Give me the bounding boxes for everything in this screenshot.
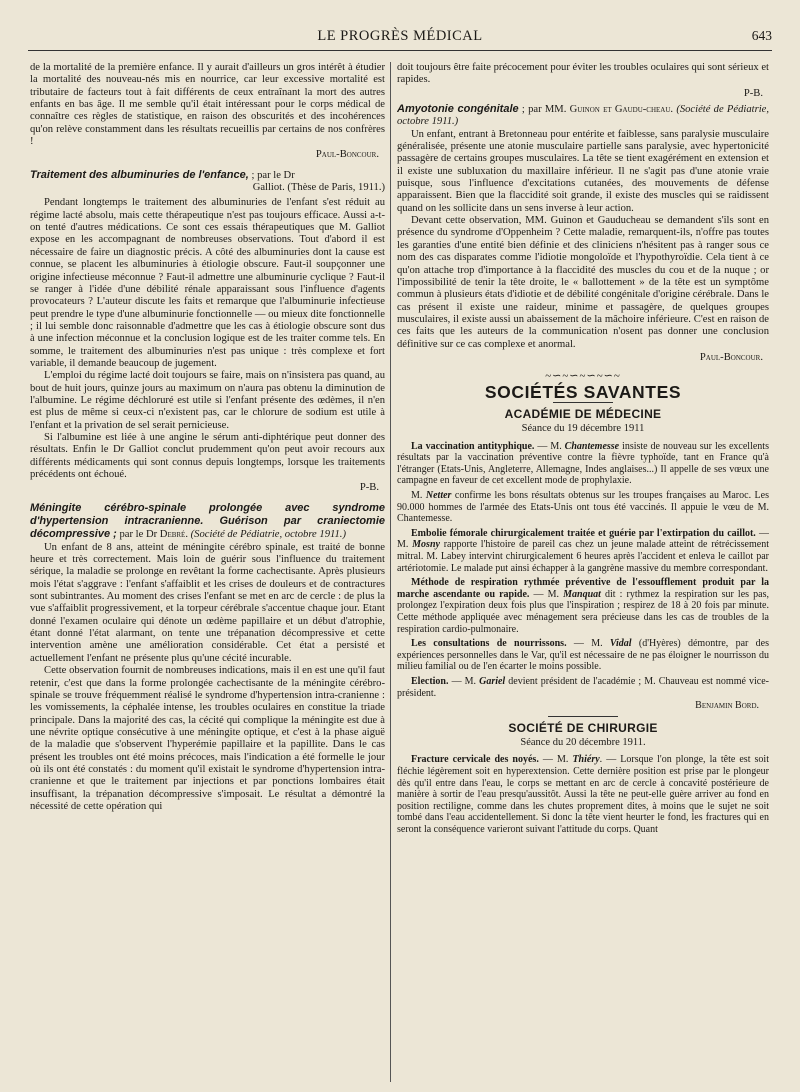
item-speaker: Mosny — [412, 539, 440, 551]
item-text: . — Lorsque l'on plonge, la tête est soit fléchie légèrement soit en hyperextension. Cette dernière position est prise par le plongeur dès qu'il entre dans l'eau, le corps se mettant en arc de cercle à concavité postérieure de manière à sortir de l'eau presqu'aussitôt. Aussi la tête ne peut-elle guère arriver au fond en position rectiligne, comme dans les chutes proprement dites, à moins que le sujet ne soit tombé dans l'eau accidentellement. Si donc la tête vient heurter le fond, les fractures qui en seront la conséquence varieront suivant l'attitude du corps. Quant — [397, 754, 769, 835]
article-paragraph: Pendant longtemps le traitement des albuminuries de l'enfant s'est réduit au régime lacté absolu, mais cette thérapeutique n'est pas toujours efficace. Aussi a-t-on tenté d'autres médications. Ce sont ces essais thérapeutiques que M. Galliot expose en les accompagnant de nombreuses observations. Tout d'abord il est nécessaire de faire un diagnostic précis. A côté des albuminuries dont la cause est connue, se placent les albuminuries à étiologie obscure. Faut-il soupçonner une origine infectieuse méconnue ? Faut-il admettre une albuminurie cyclique ? Faut-il se ranger à l'idée d'une débilité rénale apparaissant sous l'influence d'agents provocateurs ? L'auteur discute les faits et remarque que l'albuminurie infectieuse peut prendre le type d'une albuminurie fonctionnelle — ou mieux dite fonctionnelle ; il lui semble donc raisonnable d'admettre que les cas à étiologie obscure sont dus à une infection méconnue et la conclusion logique est de les traiter comme tels. En somme, le traitement des albuminuries n'est pas unique : très complexe et fort variable, il demande beaucoup de jugement. — [30, 197, 385, 369]
column-divider — [390, 62, 391, 1082]
item-speaker: Netter — [425, 490, 452, 501]
item-text: confirme les bons résultats obtenus sur les troupes françaises au Maroc. Les 90.000 hommes de l'armée des Etats-Unis ont tous été vaccinés. Il appuie le vœu de M. Chantemesse. — [397, 490, 769, 525]
article-paragraph: L'emploi du régime lacté doit toujours se faire, mais on n'insistera pas quand, au bout de huit jours, quinze jours au maximum on n'aura pas obtenu la diminution de l'albumine. Le régime déchloruré est utile si l'enfant présente des œdèmes, il n'en est plus de même si ceux-ci n'existent pas, car le chlorure de sodium est utile à l'enfant et la privation de sel serait pernicieuse. — [30, 370, 385, 431]
item-lead: Fracture cervicale des noyés. — [411, 754, 539, 766]
item-text: insiste de nouveau sur les excellents résultats par la vaccination préventive contre la fièvre typhoïde, tant en France qu'à l'étranger (Etats-Unis, Angleterre, Allemagne, Indes anglaises...) Il appelle de ses vœux une campagne en faveur de cet excellent mode de prophylaxie. — [397, 440, 769, 487]
academie-items — [397, 441, 769, 699]
item-text: devient président de l'académie ; M. Chauveau est nommé vice-président. — [397, 675, 769, 699]
item-pre: — M. — [566, 638, 610, 650]
academie-signature: Benjamin Bord. — [695, 700, 759, 712]
academie-item — [397, 577, 769, 635]
article-author: Debré. — [159, 529, 188, 541]
article-paragraph: Cette observation fournit de nombreuses indications, mais il en est une qu'il faut retenir, c'est que dans la forme prolongée cachectisante de la méningite cérébro-spinale se trouve fréquemment réalisé le syndrome d'hypertension intra-cranienne : les vomissements, la céphalée intense, les troubles oculaires en constitue la triade principale. Dans la majorité des cas, la cécité qui complique la méningite est due à une névrite optique consécutive à une méningite optique, et c'est à la phase aiguë de la maladie que s'observent l'hyperémie papillaire et la papillite. Dans le cas présent les troubles ont été moins précoces, mais l'indication a été formelle le jour où ils ont été constatés : du moment qu'il existait le syndrome d'hypertension intra-cranienne et que le traitement par injections et par ponctions lombaires était insuffisant, la trépanation décompressive s'imposait. Le résultat a démontré la nécessité de cette opération qui — [30, 665, 385, 812]
academie-session-date: Séance du 19 décembre 1911 — [521, 423, 645, 435]
section-title: SOCIÉTÉS SAVANTES — [484, 381, 682, 402]
item-lead: Election. — [411, 675, 449, 687]
left-column — [30, 62, 385, 1084]
article-authors: Guinon et Gaudu-cheau. — [569, 104, 674, 116]
item-pre: — M. — [538, 754, 573, 766]
article-signature: Paul-Boncour. — [699, 351, 763, 363]
article-paragraph: Si l'albumine est liée à une angine le sérum anti-diphtérique peut donner des résultats. Enfin le Dr Galliot conclut prudemment qu'on peut avoir recours aux différents médicaments qui sont connus depuis longtemps, lorsque les traitements précédents ont échoué. — [30, 431, 385, 480]
item-speaker: Thiéry — [572, 754, 600, 766]
section-ornament: ~∽~∽~∽~∽~ — [545, 370, 621, 383]
journal-name: LE PROGRÈS MÉDICAL — [317, 28, 483, 44]
academie-item — [397, 528, 769, 574]
article-heading-amyotonie — [397, 103, 769, 129]
chirurgie-title: SOCIÉTÉ DE CHIRURGIE — [508, 720, 658, 735]
academie-item — [397, 676, 769, 699]
article-source: (Société de Pédiatrie, octobre 1911.) — [397, 104, 769, 128]
item-speaker: Chantemesse — [564, 440, 620, 452]
item-text: rapporte l'histoire de pareil cas chez un jeune malade atteint de rétrécissement mitral. M. Labey intervint chirurgicalement 6 heures après l'accident et enleva le caillot par artériotomie. Le malade put ainsi échapper à la gangrène massive du membre correspondant. — [397, 539, 769, 574]
continued-paragraph: doit toujours être faite précocement pour éviter les troubles oculaires qui sont sérieux et rapides. — [397, 62, 769, 86]
item-speaker: Vidal — [609, 638, 632, 650]
article-title: Amyotonie congénitale — [397, 103, 519, 116]
item-pre: — M. — [448, 675, 480, 687]
intro-signature: Paul-Boncour. — [315, 149, 379, 161]
item-pre: — M. — [397, 527, 769, 551]
article-author: Galliot. — [252, 182, 285, 194]
article-byline-prefix: par le Dr — [119, 529, 158, 541]
right-column — [397, 62, 769, 1084]
running-head — [28, 28, 772, 51]
item-pre: — M. — [529, 588, 564, 600]
academie-item — [397, 490, 769, 525]
section-rule — [548, 716, 618, 717]
item-lead: Les consultations de nourrissons. — [411, 638, 567, 650]
chirurgie-session-date: Séance du 20 décembre 1911. — [520, 737, 646, 749]
academie-title: ACADÉMIE DE MÉDECINE — [504, 406, 662, 421]
academie-item — [397, 638, 769, 673]
academie-item — [397, 441, 769, 487]
article-title: Méningite cérébro-spinale prolongée avec syndrome d'hypertension intracranienne. Guérison par craniectomie décompressive ; — [30, 501, 385, 541]
item-lead: La vaccination antityphique. — [411, 440, 535, 452]
page-number: 643 — [751, 28, 772, 43]
continued-signature: P-B. — [743, 87, 763, 99]
article-heading-meningite — [30, 502, 385, 542]
item-pre: M. — [411, 490, 426, 501]
item-lead: Embolie fémorale chirurgicalement traitée et guérie par l'extirpation du caillot. — [411, 527, 756, 539]
article-paragraph: Un enfant, entrant à Bretonneau pour entérite et faiblesse, sans paralysie musculaire généralisée, présente une atonie musculaire partielle sans paralysie, avec hypertonicité passagère de certains groupes musculaires. La tête se tient exagérément en extension et il existe une subluxation du maxillaire inférieur. Il ne s'agit pas d'une atonie vraie puisque, sous l'influence d'excitations cutanées, des mouvements de défense apparaissent. Bien que la flaccidité soit grande, il existe des muscles qui se raidissent quand on les sollicite dans un sens inverse à leur action. — [397, 128, 769, 214]
chirurgie-paragraph — [397, 754, 769, 835]
item-text: dit : rythmez la respiration sur les pas, prolongez l'expiration deux fois plus que l'inspiration ; respirez de 18 à 20 fois par minute. Cette méthode appliquée avec ménagement sera précieuse dans les cas de troubles de la respiration cardio-pulmonaire. — [397, 588, 769, 635]
item-lead: Méthode de respiration rythmée préventive de l'essoufflement produit par la marche ascendante ou rapide. — [397, 577, 769, 600]
item-speaker: Manquat — [563, 588, 601, 600]
article-title: Traitement des albuminuries de l'enfance, — [30, 168, 249, 181]
article-paragraph: Un enfant de 8 ans, atteint de méningite cérébro spinale, est traité de bonne heure et très correctement. Mais loin de guérir sous l'influence du traitement sérique, la maladie se prolonge en revêtant la forme cachectisante. Après plusieurs mois l'état s'aggrave : l'enfant s'affaiblit et les crises de douleurs et de contractures sont subintrantes. Au moment des crises l'enfant se met en arc de cercle : de plus la vue s'affaiblit progressivement, et la torpeur cérébrale s'accentue chaque jour. Etant donné l'examen oculaire qui dénote un œdème papillaire et un début d'atrophie, étant donné l'état alarmant, on tente une trépanation décompressive et cette intervention amène une amélioration considérable. Cet état a persisté et actuellement l'enfant ne présente plus qu'une cécité incurable. — [30, 541, 385, 664]
article-source: (Société de Pédiatrie, octobre 1911.) — [190, 529, 346, 541]
article-byline-prefix: ; par MM. — [521, 104, 567, 116]
article-byline-prefix: ; par le Dr — [251, 169, 295, 181]
item-text: (d'Hyères) démontre, par des expériences personnelles dans le Var, qu'il est nécessaire de ne pas éloigner le nourrisson du milieu familial ou de l'en écarter le moins possible. — [397, 638, 769, 673]
article-source: (Thèse de Paris, 1911.) — [287, 182, 385, 194]
intro-paragraph: de la mortalité de la première enfance. Il y aurait d'ailleurs un gros intérêt à étudier la mortalité des nouveau-nés mis en nourrice, car leur excessive mortalité est tributaire de facteurs tout à fait différents de ceux entraînant la mort des autres enfants en bas âge. Il me semble qu'il était intéressant pour le corps médical de connaître ces règles de statistique, en raison des obscurités et des incohérences qu'on relève constamment dans les résultats recueillis par certains de nos confrères ! — [30, 62, 385, 148]
section-rule — [553, 402, 613, 403]
item-pre: — M. — [534, 440, 565, 452]
article-paragraph: Devant cette observation, MM. Guinon et Gauducheau se demandent s'ils sont en présence du syndrome d'Oppenheim ? Cette maladie, remarquent-ils, n'offre pas toutes les garanties d'une entité bien définie et des cliniciens n'hésitent pas à ranger sous ce nom des cas disparates comme l'idiotie mongoloïde et l'hypothyroïdie. Cela tient à ce qu'on attache trop d'importance à la flaccidité des muscles du cou et de la nuque ; or l'impossibilité de tenir la tête droite, le « ballottement » de la tête est un symptôme commun à plusieurs états d'idiotie et de débilité congénitale d'origine cérébrale. Dans le cas présent il existe une raideur, minime et passagère, de quelques groupes musculaires, il existe aussi un abaissement de la mâchoire inférieure. C'est en raison de ces faits que les auteurs de la communication n'osent pas donner une conclusion définitive sur ce cas complexe et anormal. — [397, 215, 769, 350]
item-speaker: Gariel — [479, 675, 506, 687]
article-byline — [30, 182, 385, 194]
article-heading-albuminuries — [30, 169, 385, 182]
article-signature: P-B. — [359, 482, 379, 494]
